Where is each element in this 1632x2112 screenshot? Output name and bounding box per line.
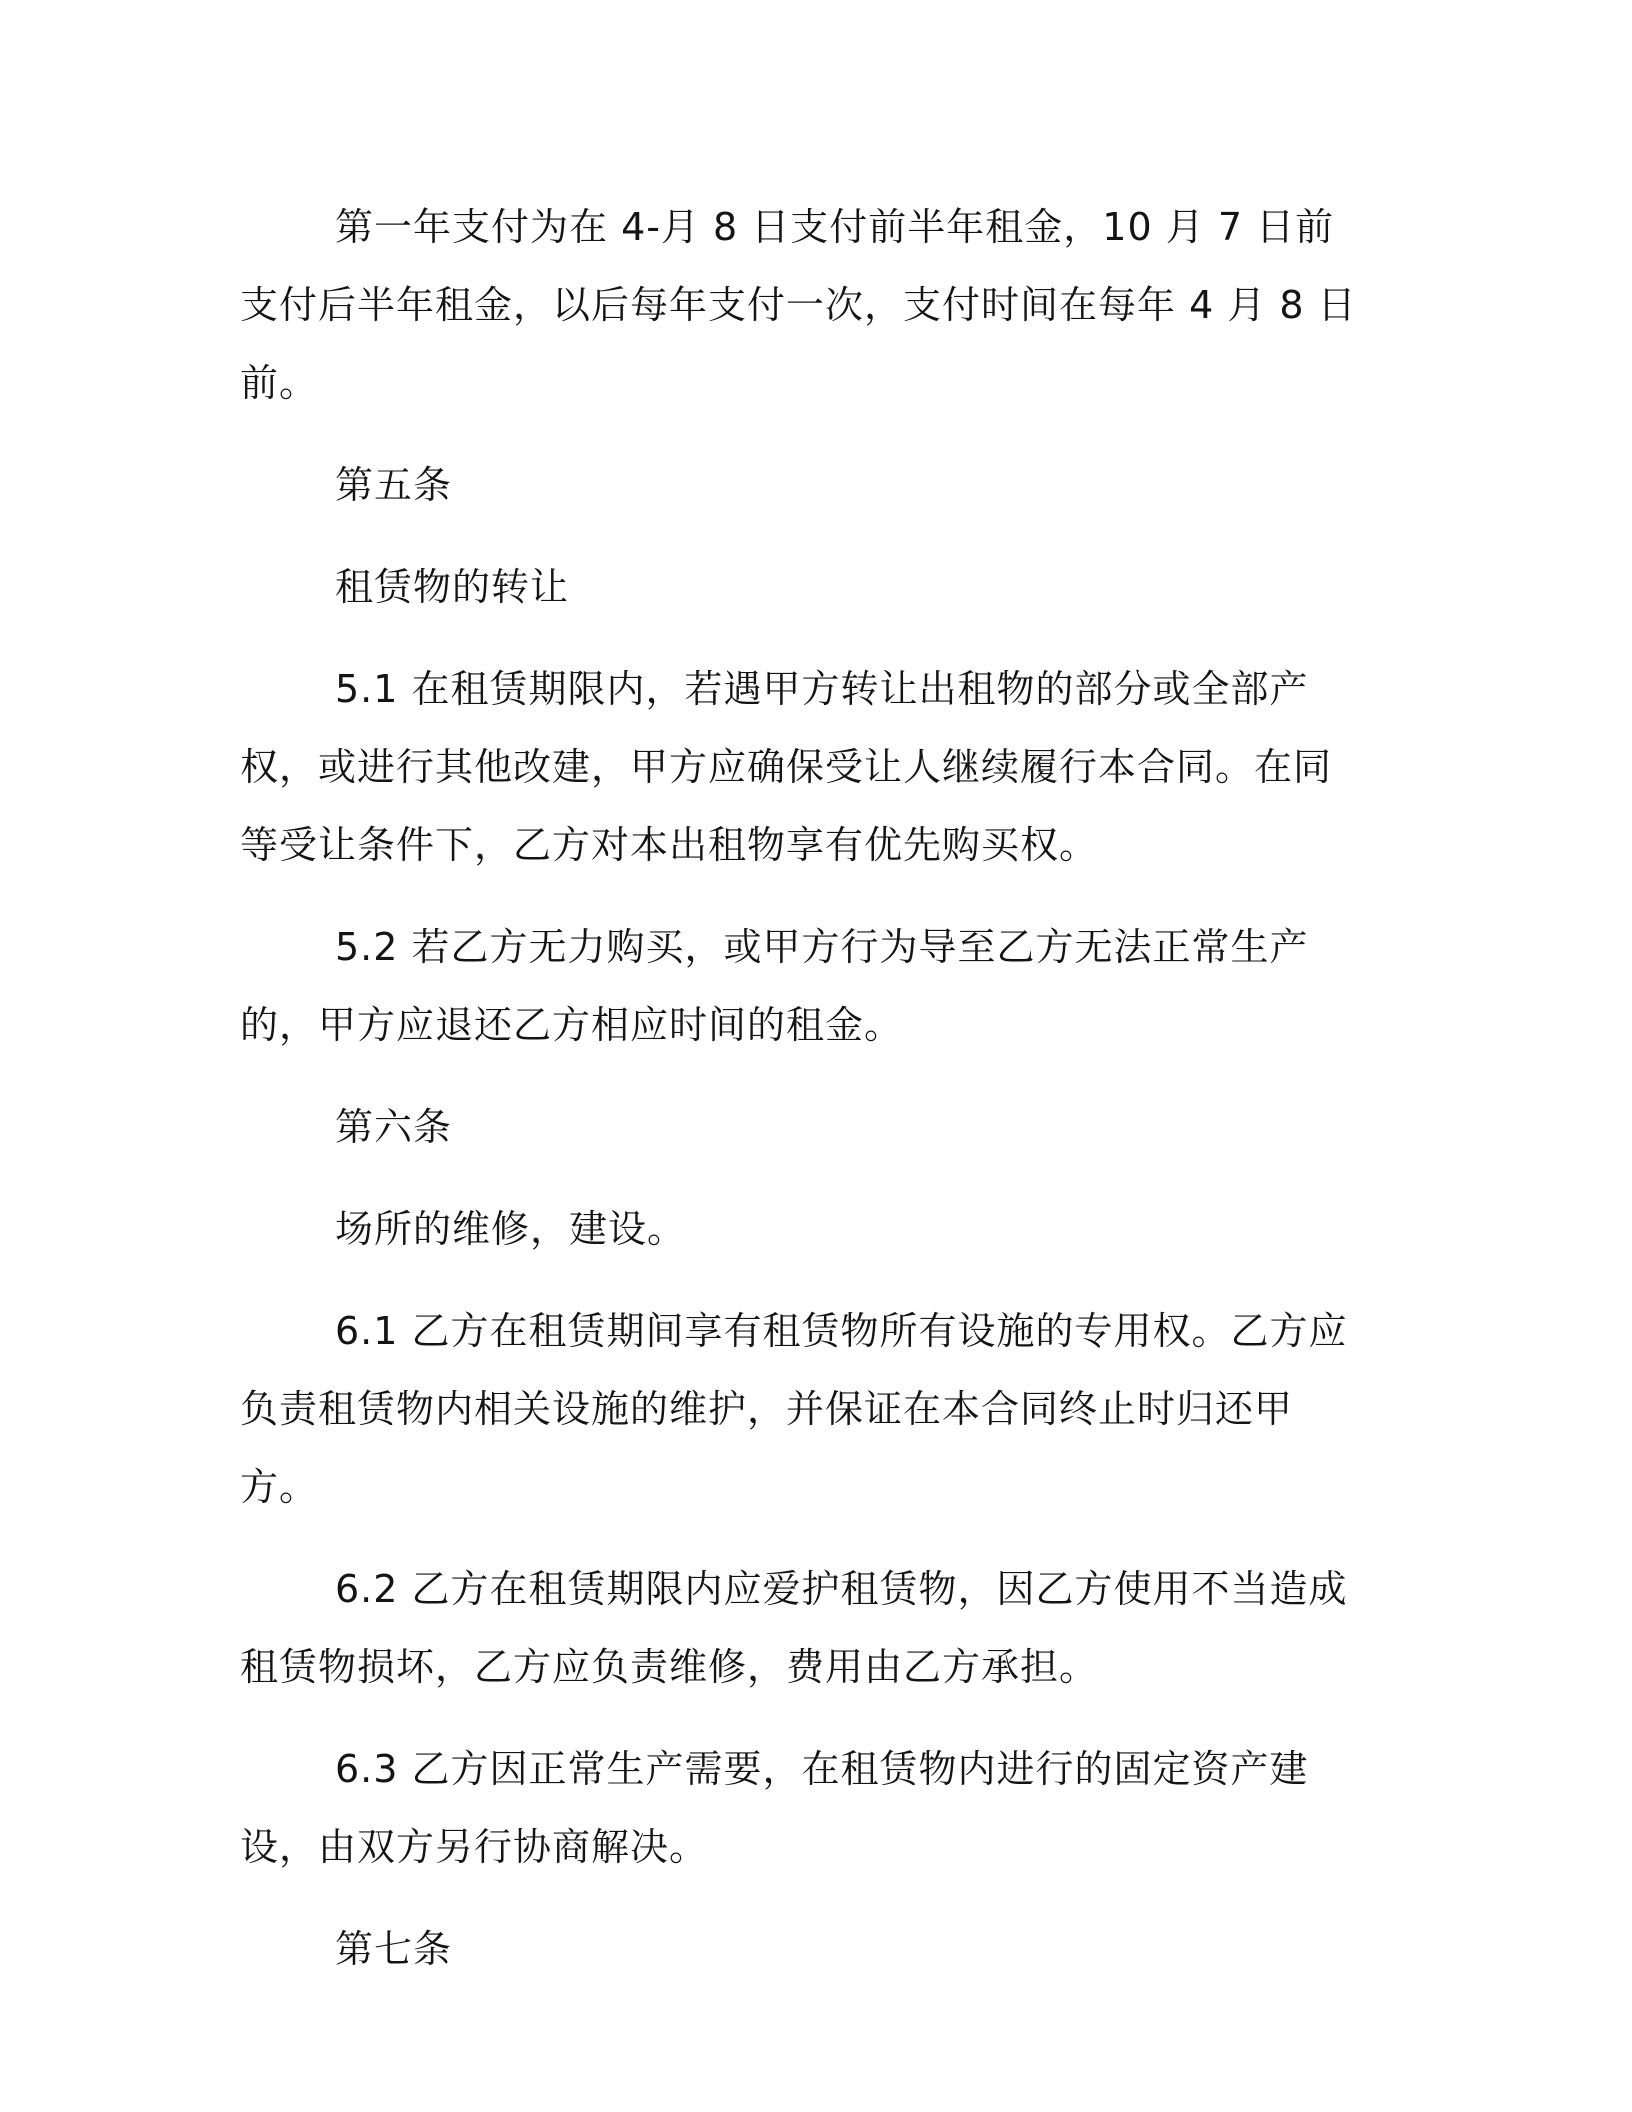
- clause-6-1: 6.1 乙方在租赁期间享有租赁物所有设施的专用权。乙方应负责租赁物内相关设施的维护，并保证在本合同终止时归还甲方。: [240, 1309, 1348, 1509]
- heading-article-5: 第五条: [335, 463, 453, 507]
- heading-article-7: 第七条: [335, 1927, 453, 1971]
- clause-5-1: 5.1 在租赁期限内，若遇甲方转让出租物的部分或全部产权，或进行其他改建，甲方应确保受让人继续履行本合同。在同等受让条件下，乙方对本出租物享有优先购买权。: [240, 667, 1333, 867]
- clause-6-3: 6.3 乙方因正常生产需要，在租赁物内进行的固定资产建设，由双方另行协商解决。: [240, 1747, 1309, 1869]
- clause-6-2: 6.2 乙方在租赁期限内应爱护租赁物，因乙方使用不当造成租赁物损坏，乙方应负责维修，费用由乙方承担。: [240, 1567, 1348, 1689]
- clause-5-2: 5.2 若乙方无力购买，或甲方行为导至乙方无法正常生产的，甲方应退还乙方相应时间的租金。: [240, 925, 1309, 1047]
- heading-article-5-title: 租赁物的转让: [335, 565, 570, 609]
- document-body: [240, 188, 1366, 1988]
- heading-article-6-title: 场所的维修，建设。: [335, 1207, 687, 1251]
- heading-article-6: 第六条: [335, 1105, 453, 1149]
- paragraph-payment-schedule: 第一年支付为在 4-月 8 日支付前半年租金，10 月 7 日前支付后半年租金，以后每年支付一次，支付时间在每年 4 月 8 日前。: [240, 205, 1357, 405]
